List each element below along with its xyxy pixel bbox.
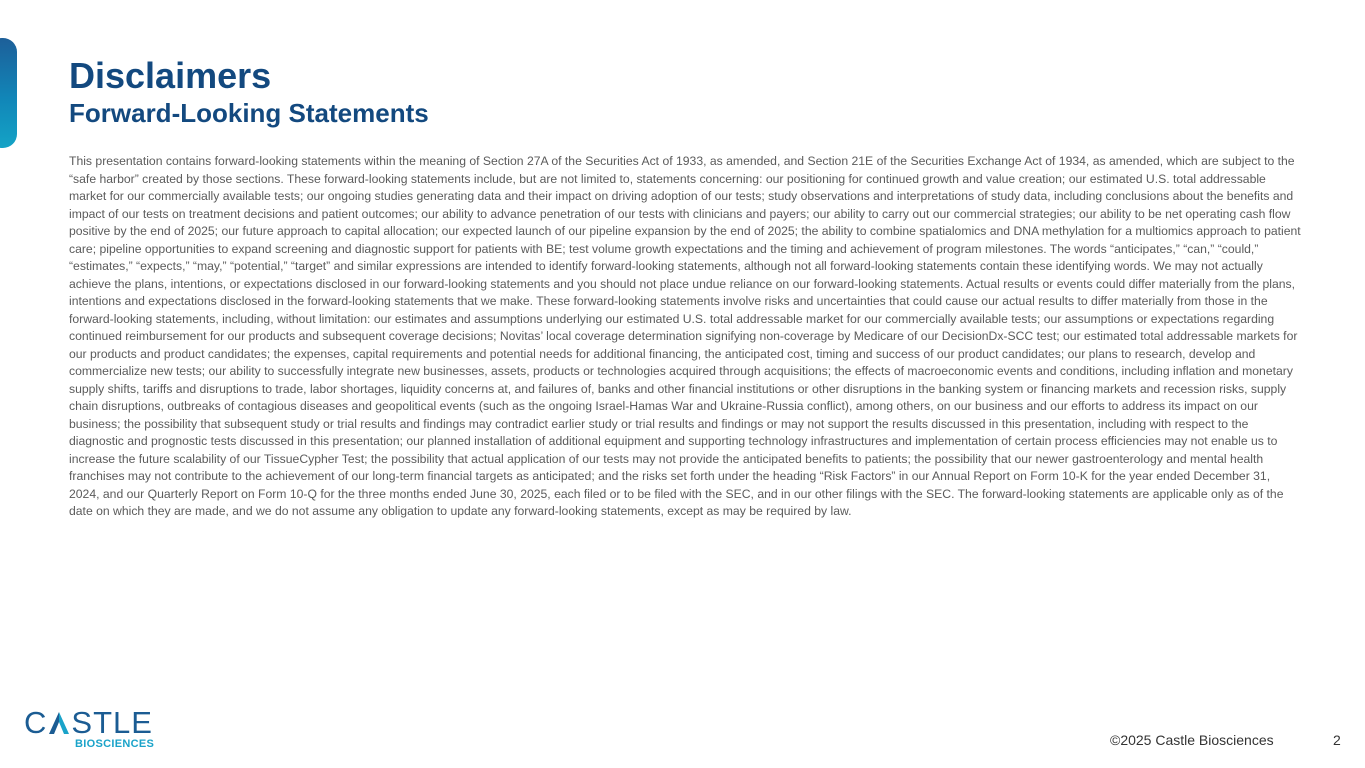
castle-biosciences-logo xyxy=(24,707,174,753)
logo-wordmark-left: C xyxy=(24,705,48,740)
logo-wordmark-right: STLE xyxy=(71,705,153,740)
disclaimer-body: This presentation contains forward-looking statements within the meaning of Section 27A of the Securities Act of 1933, as amended, and Section 21E of the Securities Exchange Act of 1934, as amended, which are subject to the “safe harbor” created by those sections. These forward-looking statements include, but are not limited to, statements concerning: our positioning for continued growth and value creation; our estimated U.S. total addressable market for our commercially available tests; our ongoing studies generating data and their impact on driving adoption of our tests; study observations and interpretations of study data, including conclusions about the benefits and impact of our tests on treatment decisions and patient outcomes; our ability to advance penetration of our tests with clinicians and payers; our ability to carry out our commercial strategies; our ability to be net operating cash flow positive by the end of 2025; our future approach to capital allocation; our expected launch of our pipeline expansion by the end of 2025; the ability to combine spatialomics and DNA methylation for a multiomics approach to patient care; pipeline opportunities to expand screening and diagnostic support for patients with BE; test volume growth expectations and the timing and achievement of program milestones. The words “anticipates,” “can,” “could,” “estimates,” “expects,” “may,” “potential,” “target” and similar expressions are intended to identify forward-looking statements, although not all forward-looking statements contain these identifying words. We may not actually achieve the plans, intentions, or expectations disclosed in our forward-looking statements and you should not place undue reliance on our forward-looking statements. Actual results or events could differ materially from the plans, intentions and expectations disclosed in the forward-looking statements that we make. These forward-looking statements involve risks and uncertainties that could cause our actual results to differ materially from those in the forward-looking statements, including, without limitation: our estimates and assumptions underlying our estimated U.S. total addressable market for our commercially available tests; our assumptions or expectations regarding continued reimbursement for our products and subsequent coverage decisions; Novitas’ local coverage determination signifying non-coverage by Medicare of our DecisionDx-SCC test; our estimated total addressable markets for our products and product candidates; the expenses, capital requirements and potential needs for additional financing, the anticipated cost, timing and success of our product candidates; our plans to research, develop and commercialize new tests; our ability to successfully integrate new businesses, assets, products or technologies acquired through acquisitions; the effects of macroeconomic events and conditions, including inflation and monetary supply shifts, tariffs and disruptions to trade, labor shortages, liquidity concerns at, and failures of, banks and other financial institutions or other disruptions in the banking system or financing markets and recession risks, supply chain disruptions, outbreaks of contagious diseases and geopolitical events (such as the ongoing Israel-Hamas War and Ukraine-Russia conflict), among others, on our business and our efforts to address its impact on our business; the possibility that subsequent study or trial results and findings may contradict earlier study or trial results and findings or may not support the results discussed in this presentation, including with respect to the diagnostic and prognostic tests discussed in this presentation; our planned installation of additional equipment and supporting technology infrastructures and implementation of certain process efficiencies may not enable us to increase the future scalability of our TissueCypher Test; the possibility that actual application of our tests may not provide the anticipated benefits to patients; the possibility that our newer gastroenterology and mental health franchises may not contribute to the achievement of our long-term financial targets as anticipated; and the risks set forth under the heading “Risk Factors” in our Annual Report on Form 10-K for the year ended December 31, 2024, and our Quarterly Report on Form 10-Q for the three months ended June 30, 2025, each filed or to be filed with the SEC, and in our other filings with the SEC. The forward-looking statements are applicable only as of the date on which they are made, and we do not assume any obligation to update any forward-looking statements, except as may be required by law. xyxy=(69,154,1301,518)
logo-wordmark xyxy=(24,707,153,739)
logo-tagline: BIOSCIENCES xyxy=(75,738,155,750)
accent-tab xyxy=(0,38,17,148)
slide-subtitle: Forward-Looking Statements xyxy=(69,98,429,128)
page-number: 2 xyxy=(1333,732,1341,748)
footer-copyright: ©2025 Castle Biosciences xyxy=(1110,732,1274,748)
logo-a-icon xyxy=(48,711,70,735)
slide-title: Disclaimers xyxy=(69,55,272,96)
